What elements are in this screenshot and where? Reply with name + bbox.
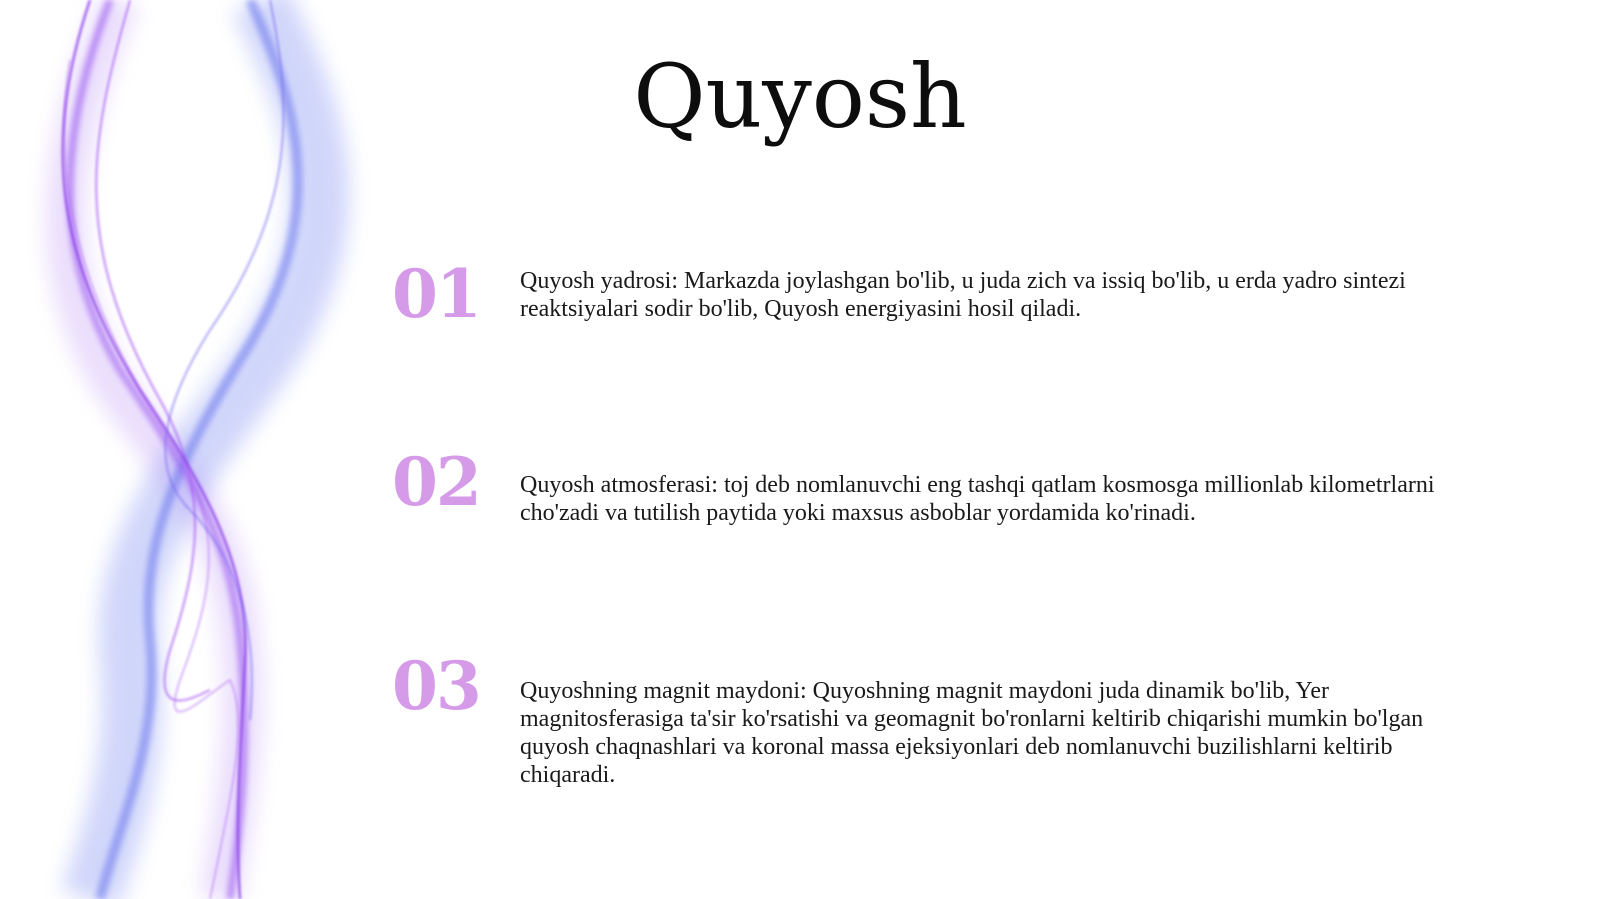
item-text: Quyosh yadrosi: Markazda joylashgan bo'lib, u juda zich va issiq bo'lib, u erda yadro sintezi reaktsiyalari sodir bo'lib, Quyosh energiyasini hosil qiladi. <box>520 268 1406 322</box>
item-text: Quyoshning magnit maydoni: Quyoshning magnit maydoni juda dinamik bo'lib, Yer magnitosferasiga ta'sir ko'rsatishi va geomagnit bo'ronlarni keltirib chiqarishi mumkin bo'lgan quyosh chaqnashlari va koronal massa ejeksiyonlari deb nomlanuvchi buzilishlarni keltirib chiqaradi. <box>520 678 1424 788</box>
slide-title: Quyosh <box>633 45 967 148</box>
item-number: 01 <box>392 255 480 333</box>
item-number: 03 <box>392 647 480 725</box>
item-number: 02 <box>392 443 480 521</box>
item-text: Quyosh atmosferasi: toj deb nomlanuvchi eng tashqi qatlam kosmosga millionlab kilometrlarni cho'zadi va tutilish paytida yoki maxsus asboblar yordamida ko'rinadi. <box>520 472 1435 526</box>
